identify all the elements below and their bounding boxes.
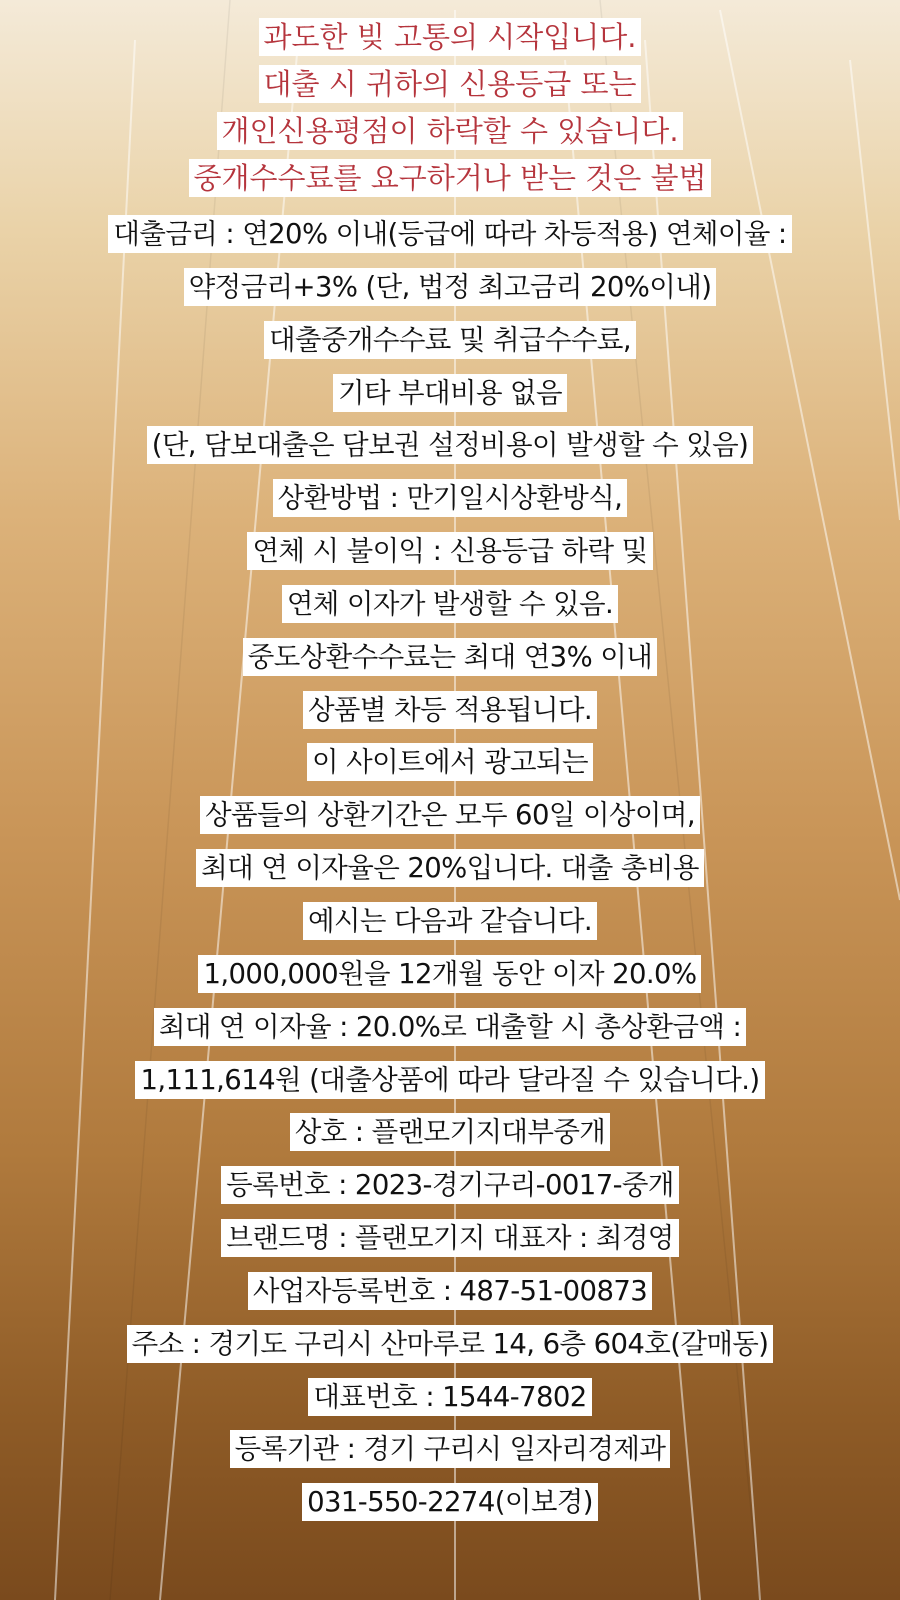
loan-info-block: [108, 215, 791, 1521]
overdue-penalty-line: 연체 이자가 발생할 수 있음.: [282, 585, 618, 623]
registration-agency-line: 등록기관 : 경기 구리시 일자리경제과: [230, 1430, 671, 1468]
company-name-line: 상호 : 플랜모기지대부중개: [290, 1113, 611, 1151]
prepayment-fee-line: 상품별 차등 적용됩니다.: [303, 691, 597, 729]
repayment-period-line: 이 사이트에서 광고되는: [307, 743, 593, 781]
repayment-period-line: 상품들의 상환기간은 모두 60일 이상이며,: [200, 796, 700, 834]
warning-line: 중개수수료를 요구하거나 받는 것은 불법: [189, 159, 710, 197]
overdue-rate-line: 약정금리+3% (단, 법정 최고금리 20%이내): [184, 268, 717, 306]
repayment-method-line: 상환방법 : 만기일시상환방식,: [273, 479, 628, 517]
warning-line: 개인신용평점이 하락할 수 있습니다.: [217, 112, 682, 150]
cost-example-line: 1,111,614원 (대출상품에 따라 달라질 수 있습니다.): [135, 1061, 764, 1099]
warning-line: 대출 시 귀하의 신용등급 또는: [259, 65, 640, 103]
loan-rate-line: 대출금리 : 연20% 이내(등급에 따라 차등적용) 연체이율 :: [108, 215, 791, 253]
cost-example-line: 예시는 다음과 같습니다.: [303, 902, 597, 940]
cost-example-line: 1,000,000원을 12개월 동안 이자 20.0%: [198, 955, 701, 993]
cost-example-line: 최대 연 이자율 : 20.0%로 대출할 시 총상환금액 :: [154, 1008, 746, 1046]
overdue-penalty-line: 연체 시 불이익 : 신용등급 하락 및: [247, 532, 652, 570]
brand-ceo-line: 브랜드명 : 플랜모기지 대표자 : 최경영: [221, 1219, 679, 1257]
address-line: 주소 : 경기도 구리시 산마루로 14, 6층 604호(갈매동): [127, 1325, 774, 1363]
phone-line: 대표번호 : 1544-7802: [308, 1378, 591, 1416]
warning-block: [189, 18, 710, 197]
registration-number-line: 등록번호 : 2023-경기구리-0017-중개: [221, 1166, 679, 1204]
fee-line: 대출중개수수료 및 취급수수료,: [264, 321, 636, 359]
agency-phone-line: 031-550-2274(이보경): [302, 1483, 598, 1521]
warning-line: 과도한 빚 고통의 시작입니다.: [259, 18, 640, 56]
business-number-line: 사업자등록번호 : 487-51-00873: [248, 1272, 652, 1310]
collateral-note-line: (단, 담보대출은 담보권 설정비용이 발생할 수 있음): [147, 426, 754, 464]
prepayment-fee-line: 중도상환수수료는 최대 연3% 이내: [243, 638, 657, 676]
max-rate-line: 최대 연 이자율은 20%입니다. 대출 총비용: [196, 849, 704, 887]
fee-line: 기타 부대비용 없음: [333, 374, 567, 412]
